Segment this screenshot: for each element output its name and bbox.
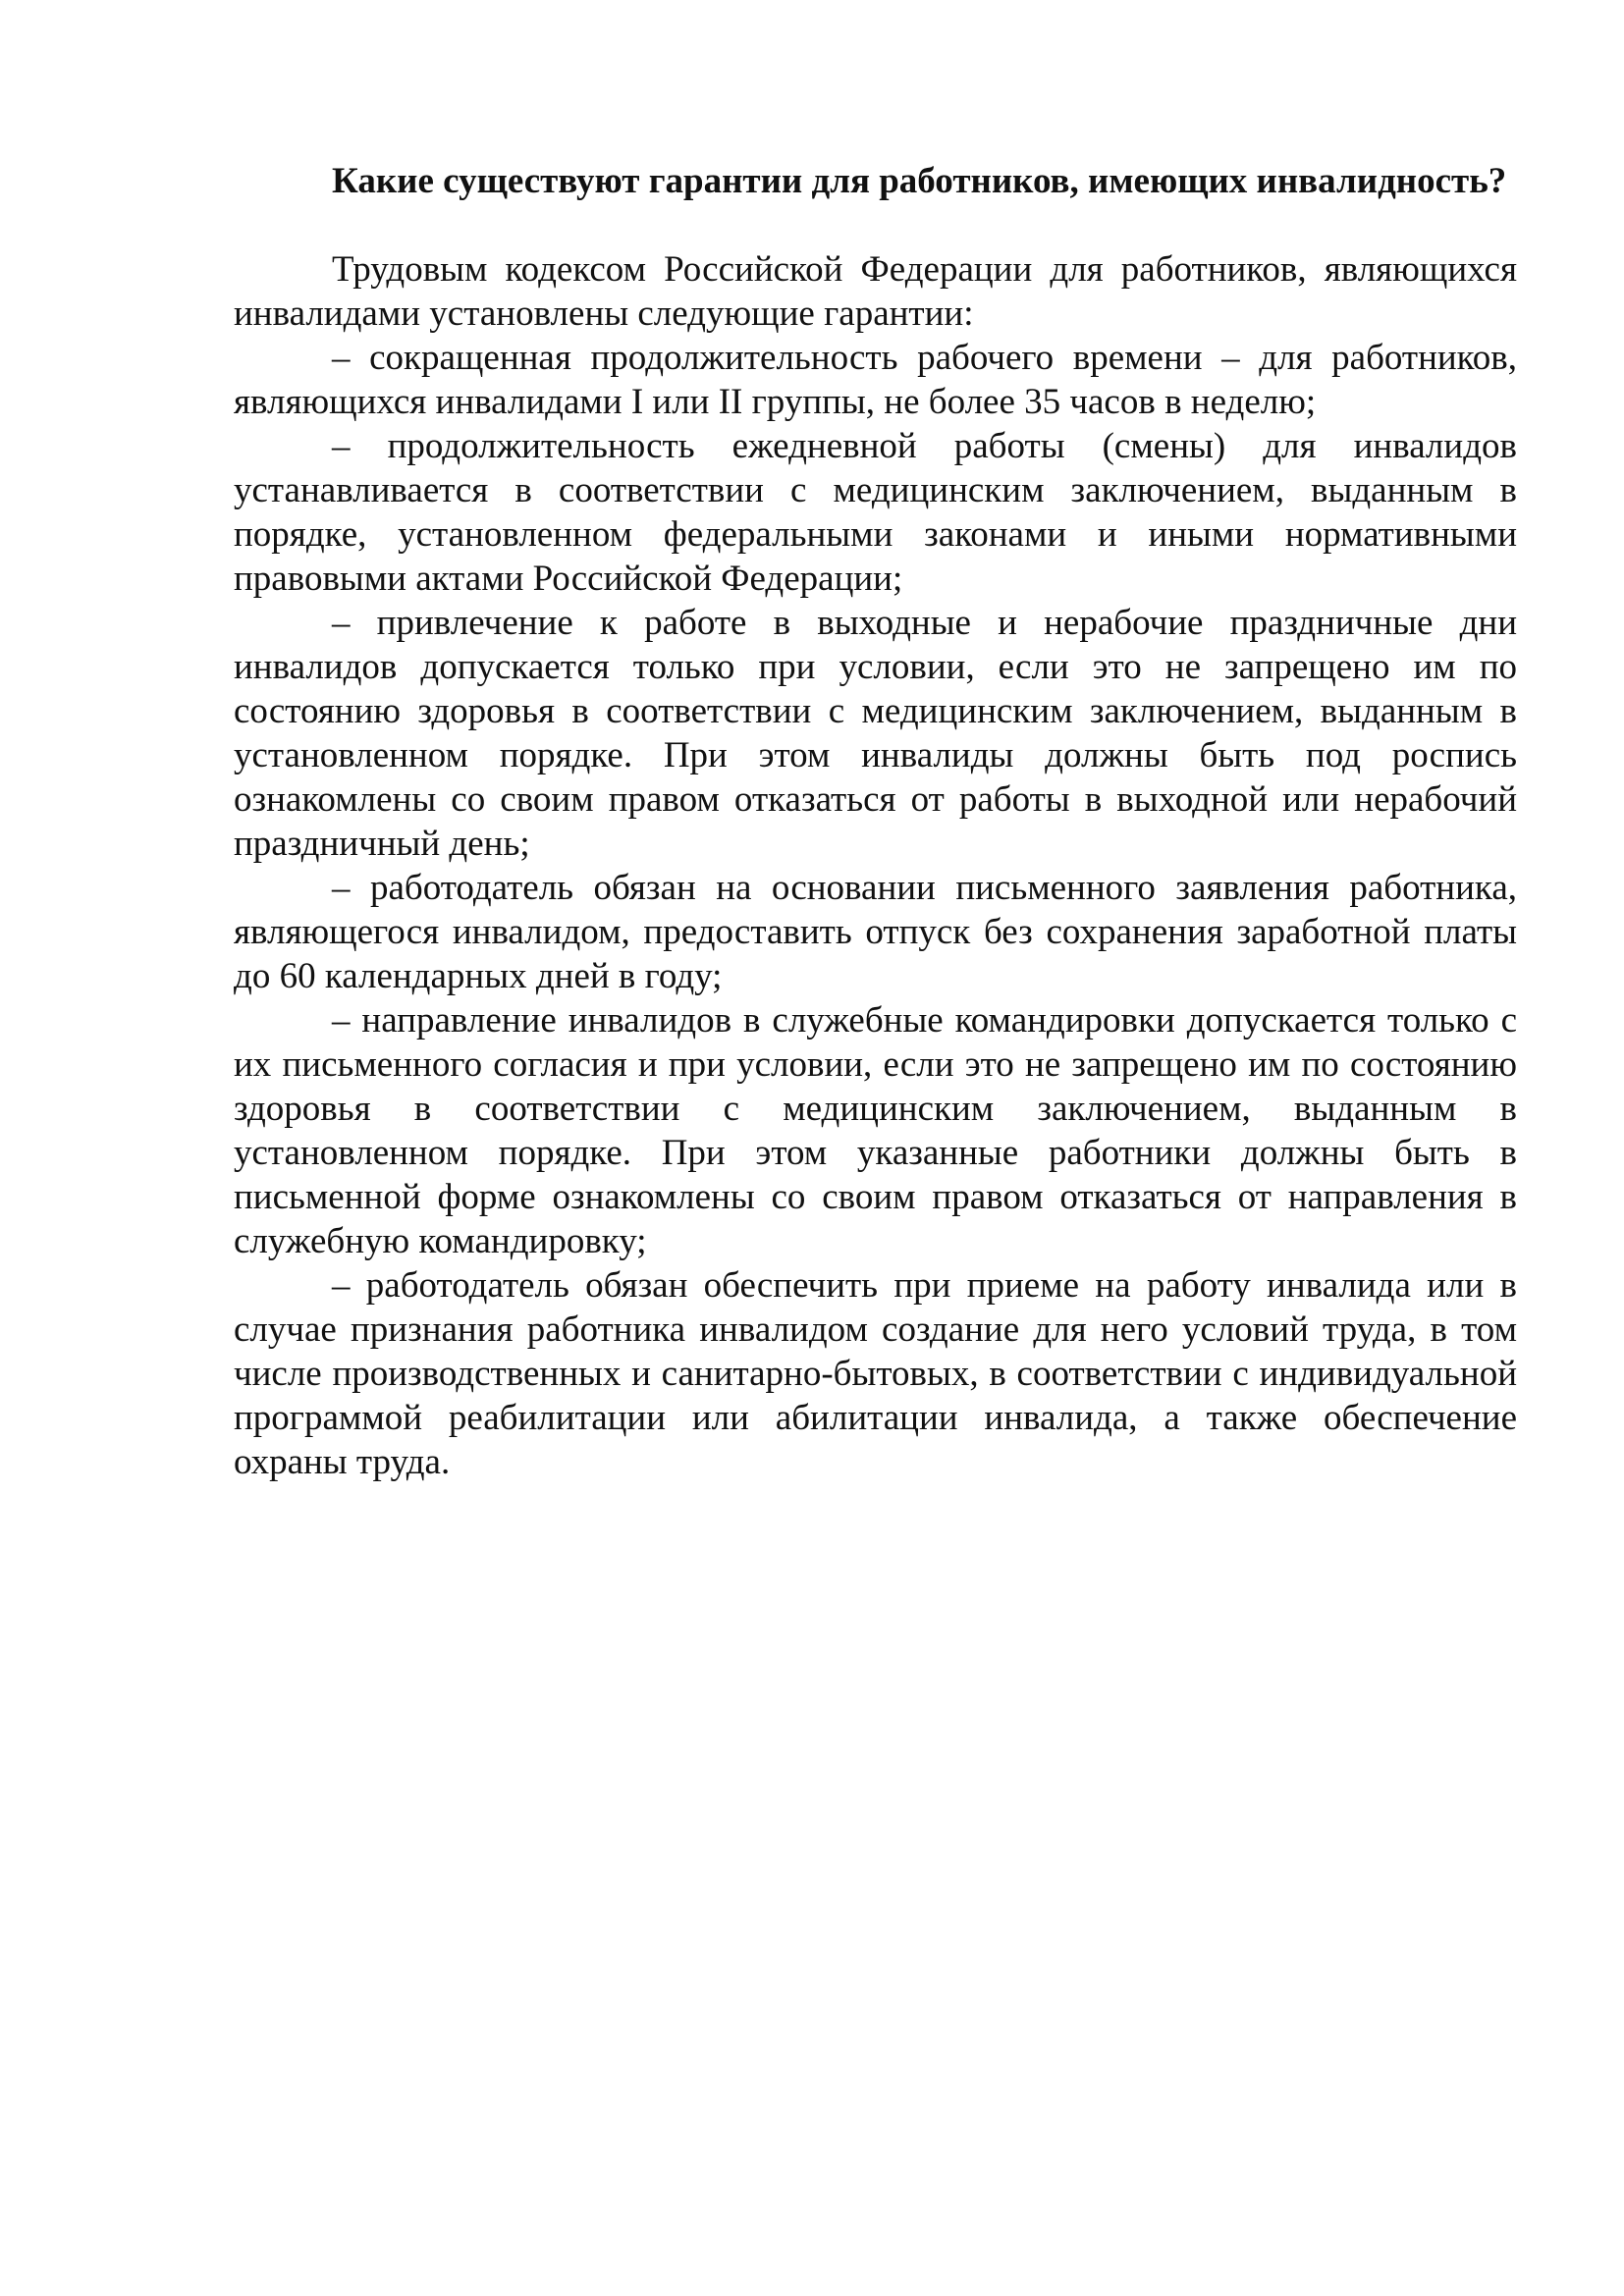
document-page xyxy=(234,159,1517,1484)
document-title: Какие существуют гарантии для работников, имеющих инвалидность? xyxy=(332,161,1507,201)
guarantee-item: – работодатель обязан обеспечить при приеме на работу инвалида или в случае признания работника инвалидом создание для него условий труда, в том числе производственных и санитарно-бытовых, в соответствии с индивидуальной программой реабилитации или абилитации инвалида, а также обеспечение охраны труда. xyxy=(234,1265,1517,1482)
intro-paragraph: Трудовым кодексом Российской Федерации для работников, являющихся инвалидами установлены следующие гарантии: xyxy=(234,249,1517,334)
guarantee-item: – работодатель обязан на основании письменного заявления работника, являющегося инвалидом, предоставить отпуск без сохранения заработной платы до 60 календарных дней в году; xyxy=(234,868,1517,996)
guarantee-item: – направление инвалидов в служебные командировки допускается только с их письменного согласия и при условии, если это не запрещено им по состоянию здоровья в соответствии с медицинским заключением, выданным в установленном порядке. При этом указанные работники должны быть в письменной форме ознакомлены со своим правом отказаться от направления в служебную командировку; xyxy=(234,1000,1517,1261)
guarantee-item: – привлечение к работе в выходные и нерабочие праздничные дни инвалидов допускается только при условии, если это не запрещено им по состоянию здоровья в соответствии с медицинским заключением, выданным в установленном порядке. При этом инвалиды должны быть под роспись ознакомлены со своим правом отказаться от работы в выходной или нерабочий праздничный день; xyxy=(234,603,1517,864)
guarantee-item: – сокращенная продолжительность рабочего времени – для работников, являющихся инвалидами I или II группы, не более 35 часов в неделю; xyxy=(234,338,1517,422)
guarantee-item: – продолжительность ежедневной работы (смены) для инвалидов устанавливается в соответствии с медицинским заключением, выданным в порядке, установленном федеральными законами и иными нормативными правовыми актами Российской Федерации; xyxy=(234,426,1517,599)
